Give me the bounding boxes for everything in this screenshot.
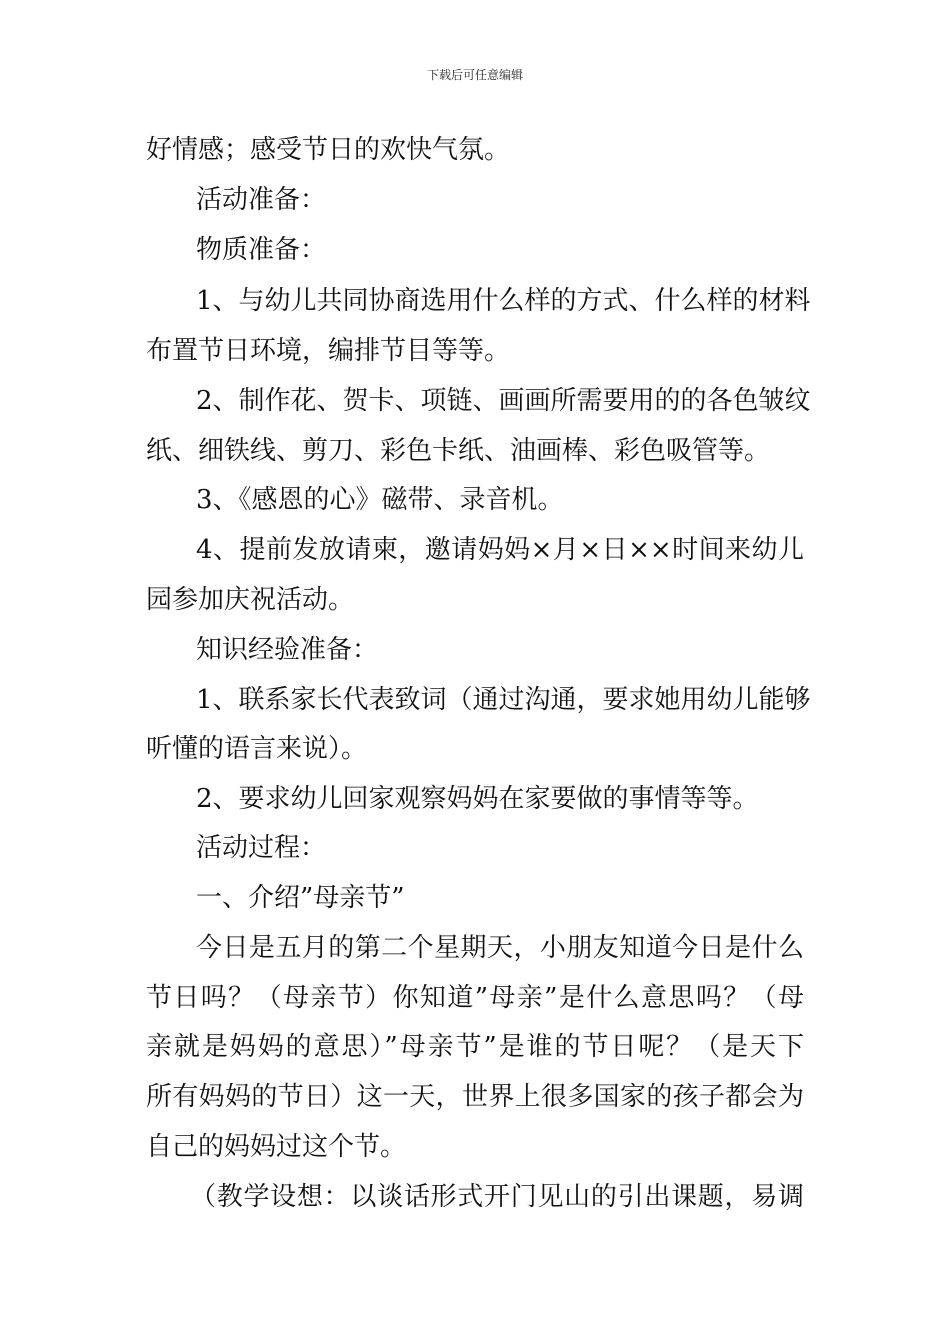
page-header: 下载后可任意编辑 xyxy=(426,68,523,82)
paragraph-line: （教学设想：以谈话形式开门见山的引出课题，易调 xyxy=(190,1182,804,1212)
paragraph-line: 3、《感恩的心》磁带、录音机。 xyxy=(196,485,564,515)
paragraph-line: 听懂的语言来说）。 xyxy=(146,734,368,764)
paragraph-line: 自己的妈妈过这个节。 xyxy=(146,1132,407,1162)
paragraph-line: 1、联系家长代表致词（通过沟通，要求她用幼儿能够 xyxy=(196,685,811,715)
paragraph-line: 2、制作花、贺卡、项链、画画所需要用的的各色皱纹 xyxy=(196,386,811,416)
paragraph-line: 园参加庆祝活动。 xyxy=(146,585,355,615)
paragraph-line: 节日吗？（母亲节）你知道”母亲”是什么意思吗？（母 xyxy=(146,983,804,1013)
paragraph-line: 今日是五月的第二个星期天，小朋友知道今日是什么 xyxy=(196,933,804,963)
paragraph-line: 亲就是妈妈的意思）”母亲节”是谁的节日呢？（是天下 xyxy=(146,1032,804,1062)
paragraph-line: 纸、细铁线、剪刀、彩色卡纸、油画棒、彩色吸管等。 xyxy=(146,436,771,466)
paragraph-line: 好情感；感受节日的欢快气氛。 xyxy=(146,135,511,165)
paragraph-line: 2、要求幼儿回家观察妈妈在家要做的事情等等。 xyxy=(196,784,759,814)
section-heading: 知识经验准备： xyxy=(196,635,379,665)
section-heading: 物质准备： xyxy=(196,235,327,265)
paragraph-line: 1、与幼儿共同协商选用什么样的方式、什么样的材料 xyxy=(196,286,811,316)
paragraph-line: 所有妈妈的节日）这一天，世界上很多国家的孩子都会为 xyxy=(146,1082,804,1112)
paragraph-line: 4、提前发放请柬，邀请妈妈×月×日××时间来幼儿 xyxy=(196,535,804,565)
section-heading: 活动准备： xyxy=(196,185,327,215)
paragraph-line: 布置节日环境，编排节目等等。 xyxy=(146,336,511,366)
section-heading: 活动过程： xyxy=(196,833,327,863)
section-heading: 一、介绍”母亲节” xyxy=(196,883,405,913)
